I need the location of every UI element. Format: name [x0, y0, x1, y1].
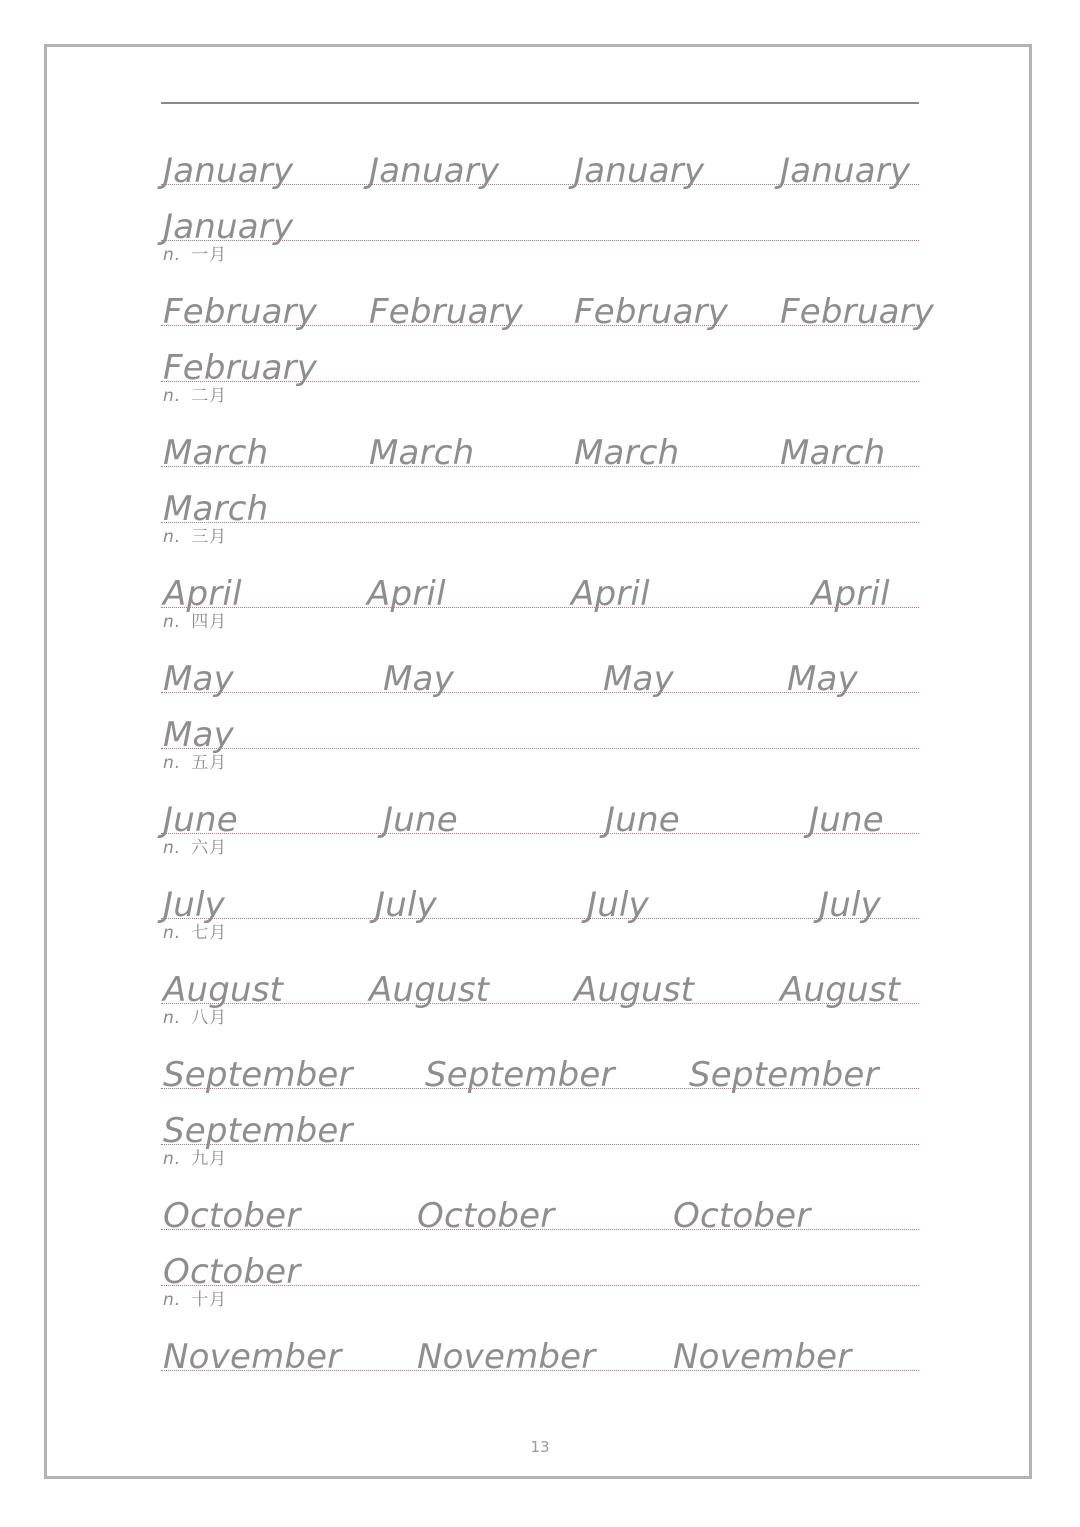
practice-line — [161, 411, 919, 473]
trace-word: August — [780, 970, 901, 1010]
trace-word: July — [163, 885, 225, 925]
trace-word: May — [163, 715, 234, 755]
trace-word: January — [780, 151, 911, 191]
month-block-november — [161, 1315, 919, 1377]
part-of-speech: n. — [163, 923, 182, 943]
part-of-speech: n. — [163, 1008, 182, 1028]
chinese-meaning: 十月 — [191, 1290, 228, 1310]
trace-word: March — [574, 433, 680, 473]
trace-word: April — [367, 574, 446, 614]
practice-line — [161, 693, 919, 755]
practice-line — [161, 1089, 919, 1151]
trace-word: June — [163, 800, 238, 840]
practice-line — [161, 1174, 919, 1236]
trace-word: April — [811, 574, 890, 614]
part-of-speech: n. — [163, 1290, 182, 1310]
practice-line — [161, 467, 919, 529]
month-block-august — [161, 948, 919, 1033]
chinese-meaning: 二月 — [191, 386, 228, 406]
practice-line — [161, 326, 919, 388]
trace-word: August — [163, 970, 284, 1010]
trace-word: May — [603, 659, 674, 699]
practice-line — [161, 778, 919, 840]
trace-word: March — [163, 489, 269, 529]
header-rule — [161, 102, 919, 104]
trace-word: October — [673, 1196, 811, 1236]
trace-word: March — [369, 433, 475, 473]
word-gloss — [161, 834, 919, 863]
word-gloss — [161, 919, 919, 948]
trace-word: January — [574, 151, 705, 191]
practice-line — [161, 552, 919, 614]
trace-word: October — [163, 1252, 301, 1292]
part-of-speech: n. — [163, 245, 182, 265]
part-of-speech: n. — [163, 386, 182, 406]
trace-word: September — [163, 1111, 353, 1151]
month-block-february — [161, 270, 935, 411]
trace-word: February — [163, 348, 318, 388]
part-of-speech: n. — [163, 753, 182, 773]
trace-word: November — [673, 1337, 852, 1377]
trace-word: February — [163, 292, 318, 332]
trace-word: January — [163, 151, 294, 191]
part-of-speech: n. — [163, 527, 182, 547]
word-gloss — [161, 523, 919, 552]
practice-line — [161, 863, 919, 925]
month-block-october — [161, 1174, 919, 1315]
practice-line — [161, 1230, 919, 1292]
trace-word: October — [417, 1196, 555, 1236]
month-block-july — [161, 863, 919, 948]
trace-word: July — [375, 885, 437, 925]
chinese-meaning: 七月 — [191, 923, 228, 943]
chinese-meaning: 三月 — [191, 527, 228, 547]
month-block-may — [161, 637, 919, 778]
trace-word: March — [780, 433, 886, 473]
word-gloss — [161, 749, 919, 778]
trace-word: April — [571, 574, 650, 614]
trace-word: June — [383, 800, 458, 840]
month-block-april — [161, 552, 919, 637]
trace-word: August — [574, 970, 695, 1010]
chinese-meaning: 四月 — [191, 612, 228, 632]
practice-line — [161, 1315, 919, 1377]
trace-word: November — [163, 1337, 342, 1377]
practice-line — [161, 637, 919, 699]
month-block-january — [161, 129, 919, 270]
part-of-speech: n. — [163, 612, 182, 632]
month-block-march — [161, 411, 919, 552]
trace-word: February — [369, 292, 524, 332]
practice-line — [161, 129, 919, 191]
trace-word: May — [163, 659, 234, 699]
trace-word: February — [780, 292, 935, 332]
trace-word: November — [417, 1337, 596, 1377]
practice-line — [161, 185, 919, 247]
trace-word: March — [163, 433, 269, 473]
practice-line — [161, 948, 919, 1010]
trace-word: September — [163, 1055, 353, 1095]
trace-word: July — [819, 885, 881, 925]
trace-word: February — [574, 292, 729, 332]
trace-word: May — [787, 659, 858, 699]
trace-word: January — [369, 151, 500, 191]
trace-word: May — [383, 659, 454, 699]
month-block-june — [161, 778, 919, 863]
practice-line — [161, 1033, 919, 1095]
chinese-meaning: 九月 — [191, 1149, 228, 1169]
trace-word: September — [689, 1055, 879, 1095]
chinese-meaning: 一月 — [191, 245, 228, 265]
chinese-meaning: 六月 — [191, 838, 228, 858]
trace-word: June — [605, 800, 680, 840]
trace-word: July — [587, 885, 649, 925]
trace-word: September — [425, 1055, 615, 1095]
trace-word: October — [163, 1196, 301, 1236]
trace-word: August — [369, 970, 490, 1010]
word-gloss — [161, 608, 919, 637]
page-number: 13 — [530, 1438, 550, 1456]
trace-word: April — [163, 574, 242, 614]
month-block-september — [161, 1033, 919, 1174]
part-of-speech: n. — [163, 1149, 182, 1169]
practice-line — [161, 270, 935, 332]
chinese-meaning: 五月 — [191, 753, 228, 773]
part-of-speech: n. — [163, 838, 182, 858]
practice-sheet — [161, 129, 935, 1377]
trace-word: June — [809, 800, 884, 840]
trace-word: January — [163, 207, 294, 247]
chinese-meaning: 八月 — [191, 1008, 228, 1028]
